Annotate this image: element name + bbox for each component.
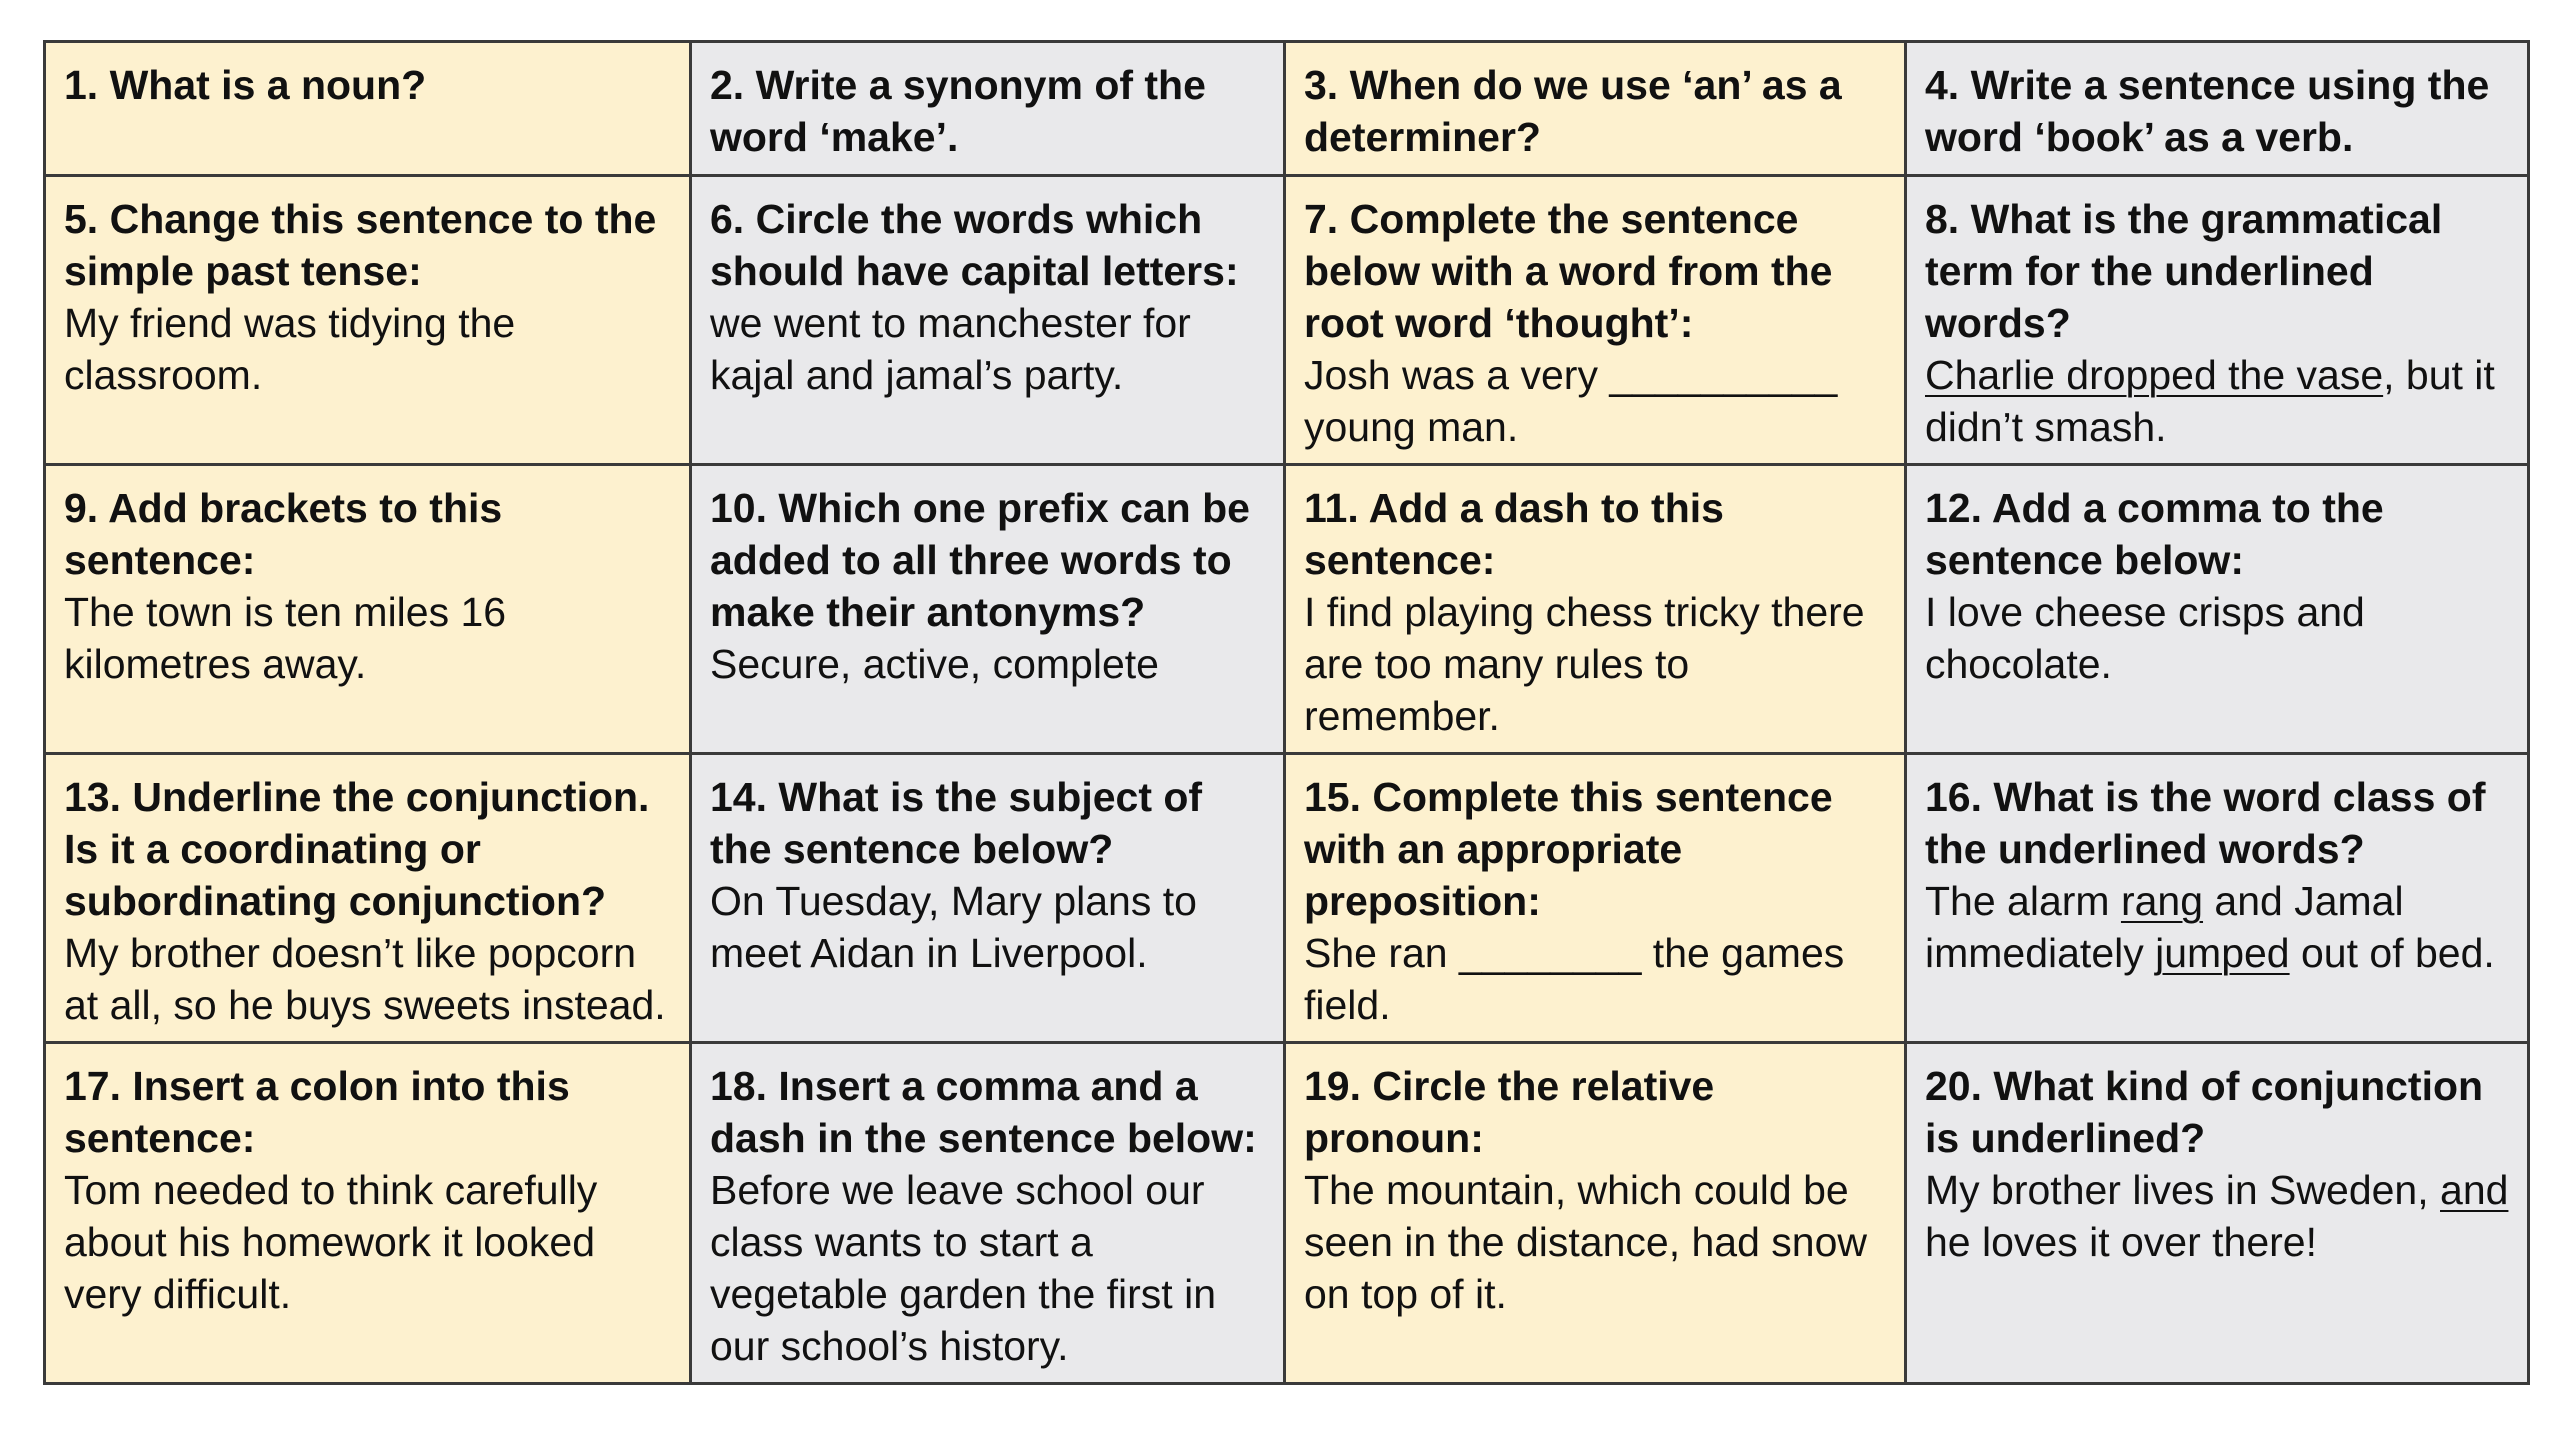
question-cell-13 <box>45 754 691 1043</box>
question-text: 12. Add a comma to the sentence below: <box>1925 485 2384 583</box>
question-text: 10. Which one prefix can be added to all three words to make their antonyms? <box>710 485 1250 635</box>
question-cell-12 <box>1906 465 2529 754</box>
question-text: 19. Circle the relative pronoun: <box>1304 1063 1715 1161</box>
example-sentence: I find playing chess tricky there are too many rules to remember. <box>1304 589 1865 739</box>
sentence-part: The alarm <box>1925 878 2121 924</box>
grid-row-1 <box>45 42 2529 176</box>
question-cell-17 <box>45 1043 691 1384</box>
question-cell-11 <box>1285 465 1906 754</box>
question-text: 4. Write a sentence using the word ‘book’ as a verb. <box>1925 62 2490 160</box>
question-cell-2 <box>691 42 1285 176</box>
question-text: 14. What is the subject of the sentence below? <box>710 774 1203 872</box>
question-cell-6 <box>691 176 1285 465</box>
question-text: 8. What is the grammatical term for the underlined words? <box>1925 196 2443 346</box>
grid-row-3 <box>45 465 2529 754</box>
sentence-rest: , but it didn’t smash. <box>1925 352 2495 450</box>
question-cell-5 <box>45 176 691 465</box>
question-text: 17. Insert a colon into this sentence: <box>64 1063 570 1161</box>
example-sentence: Before we leave school our class wants to start a vegetable garden the first in our school’s history. <box>710 1167 1216 1369</box>
question-text: 13. Underline the conjunction. Is it a coordinating or subordinating conjunction? <box>64 774 650 924</box>
underlined-word: jumped <box>2155 930 2290 976</box>
question-cell-20 <box>1906 1043 2529 1384</box>
question-text: 3. When do we use ‘an’ as a determiner? <box>1304 62 1842 160</box>
example-sentence: I love cheese crisps and chocolate. <box>1925 589 2365 687</box>
question-text: 1. What is a noun? <box>64 62 427 108</box>
question-text: 5. Change this sentence to the simple past tense: <box>64 196 657 294</box>
example-sentence: The mountain, which could be seen in the distance, had snow on top of it. <box>1304 1167 1867 1317</box>
example-sentence: On Tuesday, Mary plans to meet Aidan in Liverpool. <box>710 878 1197 976</box>
question-cell-7 <box>1285 176 1906 465</box>
question-cell-3 <box>1285 42 1906 176</box>
sentence-part: out of bed. <box>2289 930 2495 976</box>
sentence-part: My brother lives in Sweden, <box>1925 1167 2441 1213</box>
question-cell-15 <box>1285 754 1906 1043</box>
question-cell-19 <box>1285 1043 1906 1384</box>
question-cell-8 <box>1906 176 2529 465</box>
example-sentence: Josh was a very __________ young man. <box>1304 352 1838 450</box>
question-text: 7. Complete the sentence below with a word from the root word ‘thought’: <box>1304 196 1833 346</box>
example-sentence <box>1925 875 2509 979</box>
sentence-part: he loves it over there! <box>1925 1219 2317 1265</box>
question-text: 6. Circle the words which should have capital letters: <box>710 196 1239 294</box>
question-text: 15. Complete this sentence with an appropriate preposition: <box>1304 774 1833 924</box>
underlined-words: Charlie dropped the vase <box>1925 352 2384 398</box>
example-sentence <box>1925 1164 2509 1268</box>
example-sentence: My friend was tidying the classroom. <box>64 300 516 398</box>
question-grid <box>43 40 2530 1385</box>
underlined-word: rang <box>2120 878 2204 924</box>
question-cell-1 <box>45 42 691 176</box>
example-sentence: Tom needed to think carefully about his homework it looked very difficult. <box>64 1167 598 1317</box>
question-text: 18. Insert a comma and a dash in the sentence below: <box>710 1063 1257 1161</box>
question-cell-14 <box>691 754 1285 1043</box>
question-cell-16 <box>1906 754 2529 1043</box>
question-text: 2. Write a synonym of the word ‘make’. <box>710 62 1206 160</box>
sentence-part: and Jamal immediately <box>1925 878 2404 976</box>
question-text: 16. What is the word class of the underlined words? <box>1925 774 2486 872</box>
example-sentence: The town is ten miles 16 kilometres away. <box>64 589 507 687</box>
example-sentence: She ran ________ the games field. <box>1304 930 1845 1028</box>
grid-row-4 <box>45 754 2529 1043</box>
question-cell-10 <box>691 465 1285 754</box>
question-text: 9. Add brackets to this sentence: <box>64 485 503 583</box>
question-text: 20. What kind of conjunction is underlined? <box>1925 1063 2484 1161</box>
question-cell-9 <box>45 465 691 754</box>
example-sentence: Secure, active, complete <box>710 641 1159 687</box>
grid-row-5 <box>45 1043 2529 1384</box>
example-sentence: we went to manchester for kajal and jamal’s party. <box>710 300 1191 398</box>
question-text: 11. Add a dash to this sentence: <box>1304 485 1724 583</box>
question-cell-4 <box>1906 42 2529 176</box>
example-sentence <box>1925 349 2509 453</box>
underlined-word: and <box>2440 1167 2509 1213</box>
example-sentence: My brother doesn’t like popcorn at all, so he buys sweets instead. <box>64 930 666 1028</box>
grid-row-2 <box>45 176 2529 465</box>
question-cell-18 <box>691 1043 1285 1384</box>
